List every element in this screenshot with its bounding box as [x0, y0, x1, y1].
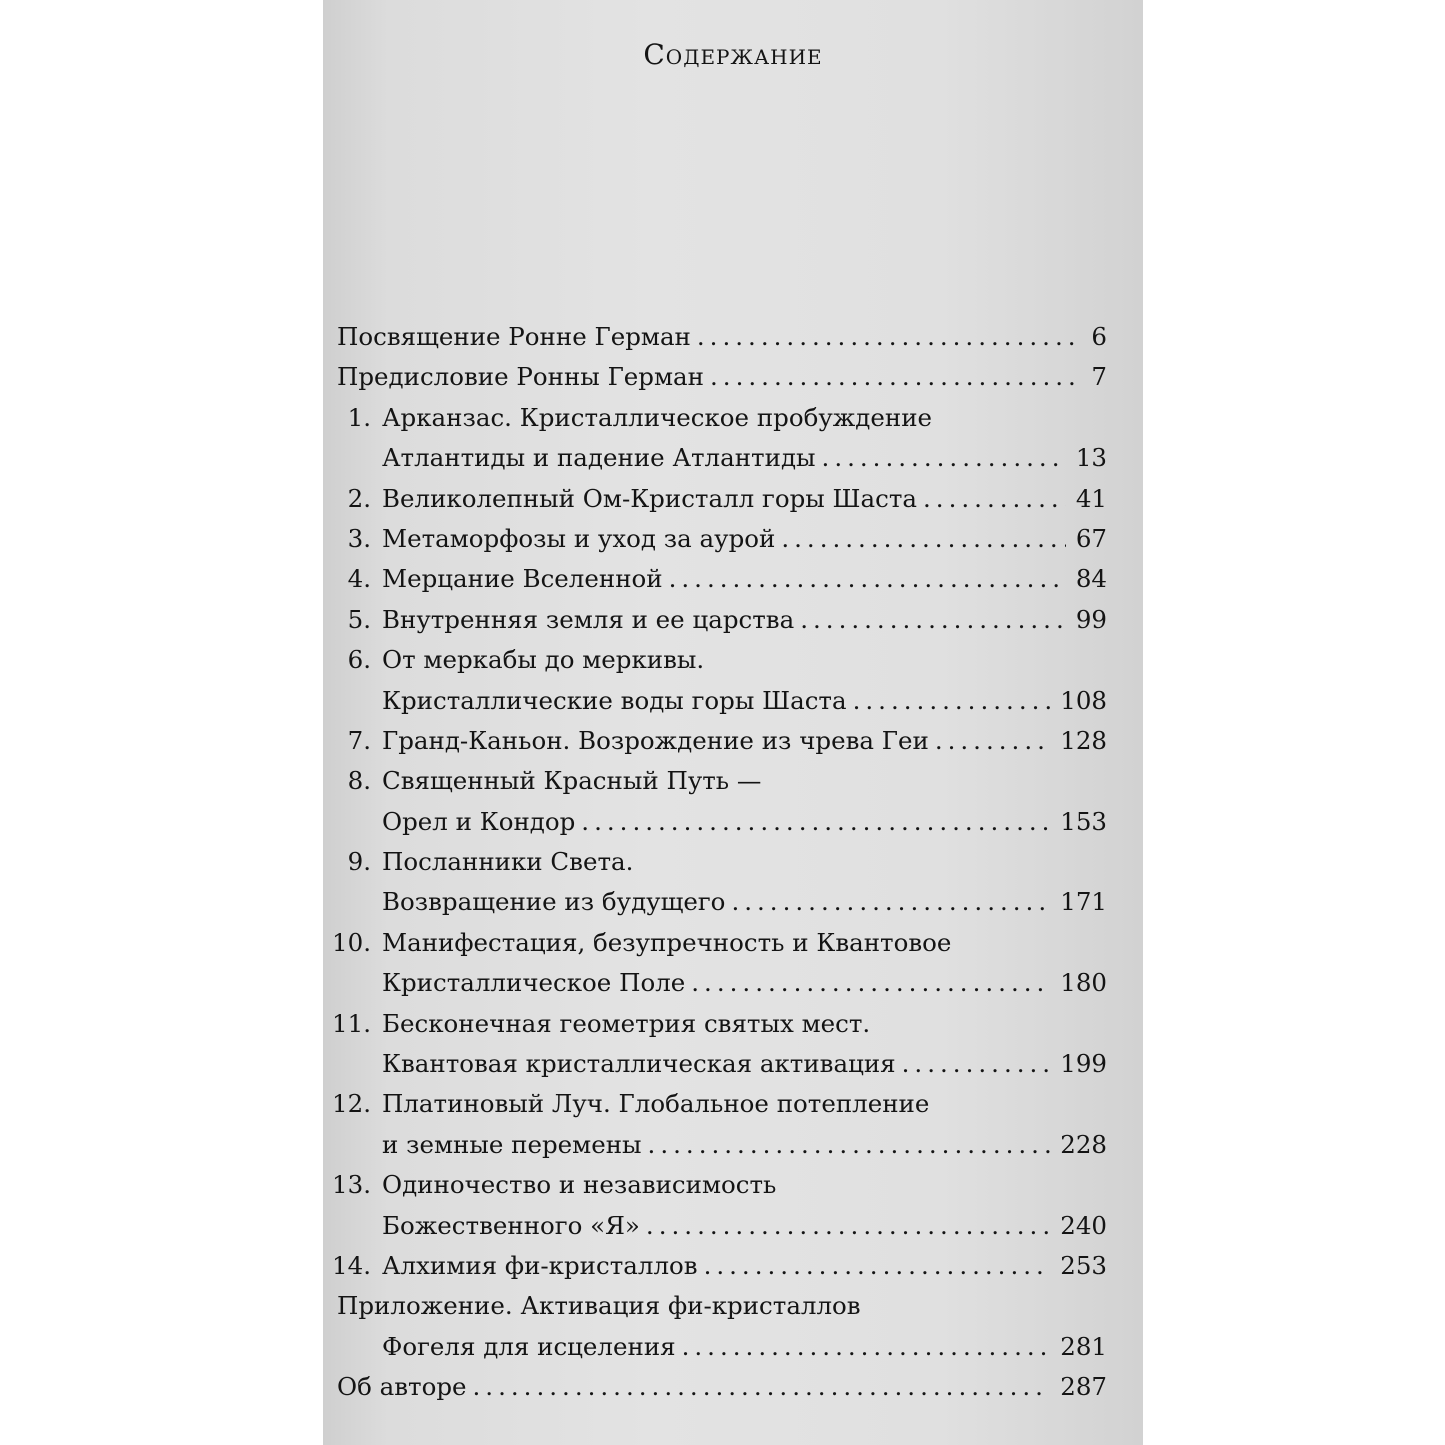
- dot-leader: [697, 317, 1082, 357]
- toc-entry-text: Кристаллические воды горы Шаста: [382, 685, 847, 715]
- toc-row: [323, 1367, 1123, 1407]
- toc-entry-text: и земные перемены: [382, 1129, 642, 1159]
- toc-row: [323, 600, 1123, 640]
- page-number: 199: [1060, 1049, 1107, 1079]
- page-number: 7: [1091, 362, 1107, 392]
- chapter-number: 9.: [347, 847, 371, 877]
- toc-row: [323, 479, 1123, 519]
- page-number: 228: [1060, 1129, 1107, 1159]
- dot-leader: [581, 802, 1050, 842]
- toc-row: [323, 721, 1123, 761]
- toc-row: [323, 1044, 1123, 1084]
- page-number: 84: [1075, 564, 1107, 594]
- table-of-contents: [323, 317, 1123, 1408]
- dot-leader: [822, 438, 1066, 478]
- toc-row: [323, 963, 1123, 1003]
- dot-leader: [853, 681, 1051, 721]
- page-number: 67: [1075, 523, 1107, 553]
- chapter-number: 5.: [347, 604, 371, 634]
- page-number: 153: [1060, 806, 1107, 836]
- toc-row: [323, 1084, 1123, 1124]
- page-number: 240: [1060, 1210, 1107, 1240]
- toc-entry-text: Божественного «Я»: [382, 1210, 640, 1240]
- toc-entry-text: Манифестация, безупречность и Квантовое: [382, 927, 952, 957]
- toc-entry-text: Квантовая кристаллическая активация: [382, 1049, 896, 1079]
- chapter-number: 8.: [347, 766, 371, 796]
- toc-row: [323, 923, 1123, 963]
- toc-row: [323, 640, 1123, 680]
- chapter-number: 3.: [347, 523, 371, 553]
- toc-row: [323, 1125, 1123, 1165]
- toc-row: [323, 317, 1123, 357]
- toc-entry-text: От меркабы до меркивы.: [382, 645, 705, 675]
- toc-row: [323, 438, 1123, 478]
- page-number: 180: [1060, 968, 1107, 998]
- page-number: 41: [1075, 483, 1107, 513]
- toc-row: [323, 519, 1123, 559]
- toc-row: [323, 681, 1123, 721]
- toc-entry-text: Орел и Кондор: [382, 806, 576, 836]
- page-number: 128: [1060, 725, 1107, 755]
- chapter-number: 1.: [347, 402, 371, 432]
- dot-leader: [800, 600, 1066, 640]
- page-number: 108: [1060, 685, 1107, 715]
- toc-entry-text: Алхимия фи-кристаллов: [382, 1250, 698, 1280]
- toc-entry-text: Приложение. Активация фи-кристаллов: [337, 1291, 861, 1321]
- toc-entry-text: Фогеля для исцеления: [382, 1331, 676, 1361]
- book-page: [323, 0, 1143, 1445]
- toc-row: [323, 1246, 1123, 1286]
- dot-leader: [682, 1327, 1051, 1367]
- chapter-number: 7.: [347, 725, 371, 755]
- dot-leader: [691, 963, 1050, 1003]
- page-title: Содержание: [643, 38, 823, 71]
- toc-entry-text: Кристаллическое Поле: [382, 968, 686, 998]
- dot-leader: [669, 559, 1066, 599]
- toc-row: [323, 357, 1123, 397]
- toc-entry-text: Платиновый Луч. Глобальное потепление: [382, 1089, 930, 1119]
- dot-leader: [646, 1206, 1050, 1246]
- dot-leader: [473, 1367, 1051, 1407]
- page-number: 99: [1075, 604, 1107, 634]
- toc-row: [323, 559, 1123, 599]
- page-number: 13: [1075, 443, 1107, 473]
- chapter-number: 13.: [332, 1170, 371, 1200]
- toc-row: [323, 1165, 1123, 1205]
- chapter-number: 2.: [347, 483, 371, 513]
- chapter-number: 12.: [332, 1089, 371, 1119]
- toc-entry-text: Гранд-Каньон. Возрождение из чрева Геи: [382, 725, 929, 755]
- dot-leader: [935, 721, 1050, 761]
- dot-leader: [781, 519, 1065, 559]
- page-number: 6: [1091, 322, 1107, 351]
- dot-leader: [731, 882, 1050, 922]
- toc-row: [323, 842, 1123, 882]
- toc-entry-text: Посланники Света.: [382, 847, 634, 877]
- toc-entry-text: Мерцание Вселенной: [382, 564, 663, 594]
- toc-row: [323, 1327, 1123, 1367]
- toc-entry-text: Арканзас. Кристаллическое пробуждение: [382, 402, 933, 432]
- toc-row: [323, 761, 1123, 801]
- chapter-number: 11.: [332, 1008, 371, 1038]
- dot-leader: [710, 357, 1081, 397]
- chapter-number: 14.: [332, 1250, 371, 1280]
- dot-leader: [704, 1246, 1051, 1286]
- toc-entry-text: Об авторе: [337, 1372, 467, 1402]
- dot-leader: [902, 1044, 1051, 1084]
- page-number: 281: [1060, 1331, 1107, 1361]
- toc-entry-text: Возвращение из будущего: [382, 887, 726, 917]
- toc-entry-text: Посвящение Ронне Герман: [337, 322, 691, 351]
- chapter-number: 4.: [347, 564, 371, 594]
- toc-entry-text: Внутренняя земля и ее царства: [382, 604, 795, 634]
- toc-entry-text: Метаморфозы и уход за аурой: [382, 523, 776, 553]
- toc-row: [323, 1286, 1123, 1326]
- page-number: 253: [1060, 1250, 1107, 1280]
- dot-leader: [923, 479, 1066, 519]
- toc-row: [323, 802, 1123, 842]
- toc-row: [323, 1004, 1123, 1044]
- page-number: 287: [1060, 1372, 1107, 1402]
- toc-entry-text: Бесконечная геометрия святых мест.: [382, 1008, 871, 1038]
- toc-row: [323, 1206, 1123, 1246]
- toc-entry-text: Атлантиды и падение Атлантиды: [382, 443, 816, 473]
- page-number: 171: [1060, 887, 1107, 917]
- toc-entry-text: Священный Красный Путь —: [382, 766, 762, 796]
- chapter-number: 10.: [332, 927, 371, 957]
- dot-leader: [648, 1125, 1051, 1165]
- toc-entry-text: Великолепный Ом-Кристалл горы Шаста: [382, 483, 917, 513]
- toc-entry-text: Предисловие Ронны Герман: [337, 362, 704, 392]
- toc-entry-text: Одиночество и независимость: [382, 1170, 777, 1200]
- toc-row: [323, 398, 1123, 438]
- chapter-number: 6.: [347, 645, 371, 675]
- toc-row: [323, 882, 1123, 922]
